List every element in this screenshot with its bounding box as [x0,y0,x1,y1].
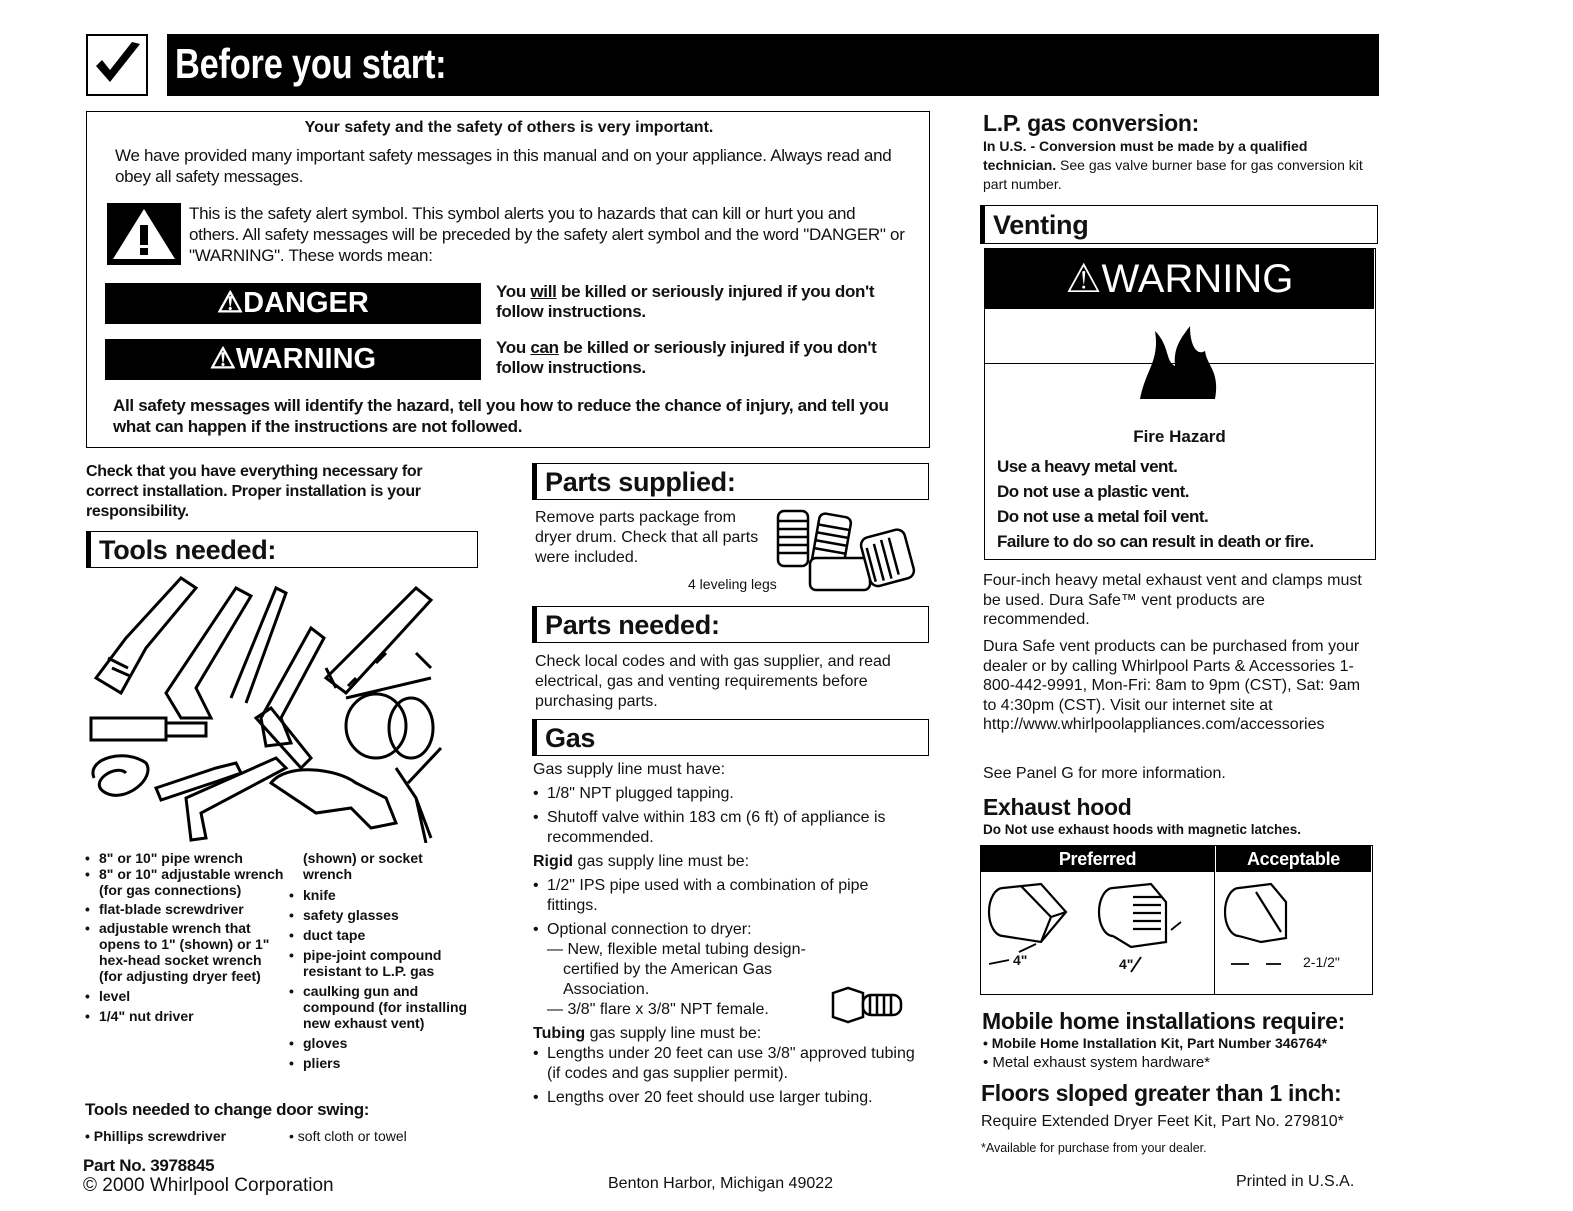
tools-illustration [86,568,446,843]
safety-footer-text: All safety messages will identify the hazard, tell you how to reduce the chance of injury, and tell you what can happen if the instructions are not followed. [113,396,889,436]
lp-text: In U.S. - Conversion must be made by a qualified technician. See gas valve burner base for gas conversion kit part number. [983,138,1363,192]
venting-heading-box [980,205,1378,244]
hood-illustrations [981,872,1371,994]
parts-supplied-heading-box [532,463,929,500]
pliers-icon [396,748,441,843]
acceptable-label: Acceptable [1216,846,1371,872]
part-number: Part No. 3978845 [83,1156,215,1175]
warning-signal-word: ⚠WARNING [105,339,481,380]
gas-supply-intro: Gas supply line must have: [533,761,726,778]
list-item: • Optional connection to dryer: [533,920,923,940]
list-item: • adjustable wrench that opens to 1" (shown) or 1" hex-head socket wrench (for adjusting dryer feet) [85,920,285,984]
city-text: Benton Harbor, Michigan 49022 [608,1175,834,1192]
door-swing-heading: Tools needed to change door swing: [85,1100,370,1119]
hazard-line: Do not use a plastic vent. [997,482,1189,501]
parts-supplied-heading: Parts supplied: [533,464,736,499]
tubing-intro: Tubing gas supply line must be: [533,1025,762,1042]
parts-supplied-text: Remove parts package from dryer drum. Check that all parts were included. [535,509,759,566]
safety-box [86,111,930,448]
list-item: • caulking gun and compound (for installing new exhaust vent) [289,983,479,1031]
exhaust-heading: Exhaust hood [983,794,1132,820]
pipe-wrench-icon [96,578,196,693]
danger-signal-word: ⚠DANGER [105,283,481,324]
floors-text: Require Extended Dryer Feet Kit, Part No. 279810* [981,1113,1344,1130]
exhaust-hood-diagram [980,845,1373,995]
list-item: • Metal exhaust system hardware* [983,1054,1211,1071]
dimension-4in: 4" [1013,952,1028,968]
leveling-legs-icon [770,503,920,598]
flex-list [533,940,817,1020]
venting-para1: Four-inch heavy metal exhaust vent and clamps must be used. Dura Safe™ vent products are recommended. [983,572,1362,628]
list-item: • Mobile Home Installation Kit, Part Number 346764* [983,1035,1328,1051]
safety-alert-symbol [107,203,181,265]
alert-triangle-icon: ⚠ [1065,257,1102,301]
alert-triangle-icon: ⚠ [209,343,236,375]
mobile-heading: Mobile home installations require: [982,1008,1345,1034]
list-item: • Lengths under 20 feet can use 3/8" approved tubing (if codes and gas supplier permit). [533,1044,923,1084]
tools-heading: Tools needed: [87,532,276,567]
list-item: • Phillips screwdriver [85,1128,227,1144]
page-title-bar [167,34,1379,96]
venting-para3: See Panel G for more information. [983,765,1226,782]
list-item: • soft cloth or towel [289,1128,407,1144]
hazard-line: Failure to do so can result in death or fire. [997,532,1314,551]
lp-heading: L.P. gas conversion: [983,110,1199,136]
list-item: • Lengths over 20 feet should use larger tubing. [533,1088,923,1108]
floors-note: *Available for purchase from your dealer. [981,1141,1207,1155]
list-item: • level [85,988,285,1004]
rigid-list [533,876,923,940]
list-item: • 1/2" IPS pipe used with a combination of pipe fittings. [533,876,923,916]
list-item: • 8" or 10" adjustable wrench (for gas connections) [85,866,285,898]
dimension-2-1-2in: 2-1/2" [1303,954,1340,970]
hazard-line: Use a heavy metal vent. [997,457,1178,476]
list-item: — 3/8" flare x 3/8" NPT female. [547,1001,769,1018]
check-text: Check that you have everything necessary for correct installation. Proper installation is your responsibility. [86,463,423,520]
safety-intro: We have provided many important safety messages in this manual and on your appliance. Always read and obey all safety messages. [115,146,892,186]
safety-heading: Your safety and the safety of others is very important. [304,119,714,136]
duct-tape-icon [93,756,148,796]
hazard-line: Do not use a metal foil vent. [997,507,1209,526]
alert-triangle-icon [107,203,181,265]
floors-heading: Floors sloped greater than 1 inch: [981,1080,1342,1106]
gas-section [533,760,923,1108]
tubing-list [533,1044,923,1108]
tools-list-col2-continued: (shown) or socket wrench [303,850,423,882]
pipe-compound-icon [156,763,241,800]
socket-wrench-icon [261,628,324,746]
accessories-link[interactable]: http://www.whirlpoolappliances.com/accessories [983,716,1325,733]
list-item: • safety glasses [289,907,479,923]
list-item: • 8" or 10" pipe wrench [85,850,285,866]
printed-text: Printed in U.S.A. [1236,1173,1355,1190]
checkmark-icon [88,36,146,94]
warning-signal-word: ⚠WARNING [985,249,1374,309]
list-item: • pliers [289,1055,479,1071]
exhaust-note: Do Not use exhaust hoods with magnetic latches. [983,822,1302,837]
list-item: • gloves [289,1035,479,1051]
list-item: • knife [289,887,479,903]
fire-icon [1135,321,1225,401]
tools-heading-box [86,531,478,568]
gas-supply-list [533,784,923,848]
hazard-lines [997,454,1367,554]
parts-needed-heading: Parts needed: [533,607,720,642]
dimension-4in: 4" [1119,956,1134,972]
venting-heading: Venting [981,206,1088,243]
hazard-title: Fire Hazard [1133,427,1226,446]
danger-text: You will be killed or seriously injured if you don't follow instructions. [496,282,875,321]
safety-alert-text: This is the safety alert symbol. This symbol alerts you to hazards that can kill or hurt you and others. All safety messages will be preceded by the safety alert symbol and the word "DANGER" or "WARNING". These words mean: [189,204,905,265]
copyright: © 2000 Whirlpool Corporation [83,1175,334,1196]
gas-heading-box [532,719,929,756]
parts-needed-text: Check local codes and with gas supplier, and read electrical, gas and venting requirements before purchasing parts. [535,653,891,710]
tools-list-col2 [289,887,479,1071]
nut-driver-icon [91,718,206,740]
list-item: • 1/8" NPT plugged tapping. [533,784,923,804]
list-item: • flat-blade screwdriver [85,901,285,917]
page-title: Before you start: [175,40,447,87]
flare-fitting-icon [828,985,908,1025]
gloves-icon [271,770,396,828]
list-item: • 1/4" nut driver [85,1008,285,1024]
list-item: • Shutoff valve within 183 cm (6 ft) of appliance is recommended. [533,808,923,848]
rigid-intro: Rigid gas supply line must be: [533,853,750,870]
list-item: — New, flexible metal tubing design-certified by the American Gas Association. [547,941,806,998]
warning-text: You can be killed or seriously injured if you don't follow instructions. [496,338,877,377]
preferred-label: Preferred [981,846,1214,872]
alert-triangle-icon: ⚠ [217,287,244,319]
parts-needed-heading-box [532,606,929,643]
gas-heading: Gas [533,720,595,755]
level-icon [326,588,431,693]
venting-warning-box [984,248,1376,560]
venting-para2: Dura Safe vent products can be purchased from your dealer or by calling Whirlpool Parts & Accessories 1-800-442-9991, Mon-Fri: 8am to 9pm (CST), Sat: 9am to 4:30pm (CST). Visit our internet site at http://www.whirlpoolappliances.com/accessories [983,637,1373,735]
checkmark-box [86,34,148,96]
tools-list-col1 [85,850,285,1024]
caulking-gun-icon [186,758,286,840]
list-item: • duct tape [289,927,479,943]
list-item: • pipe-joint compound resistant to L.P. gas [289,947,479,979]
leveling-legs-label: 4 leveling legs [688,576,777,592]
